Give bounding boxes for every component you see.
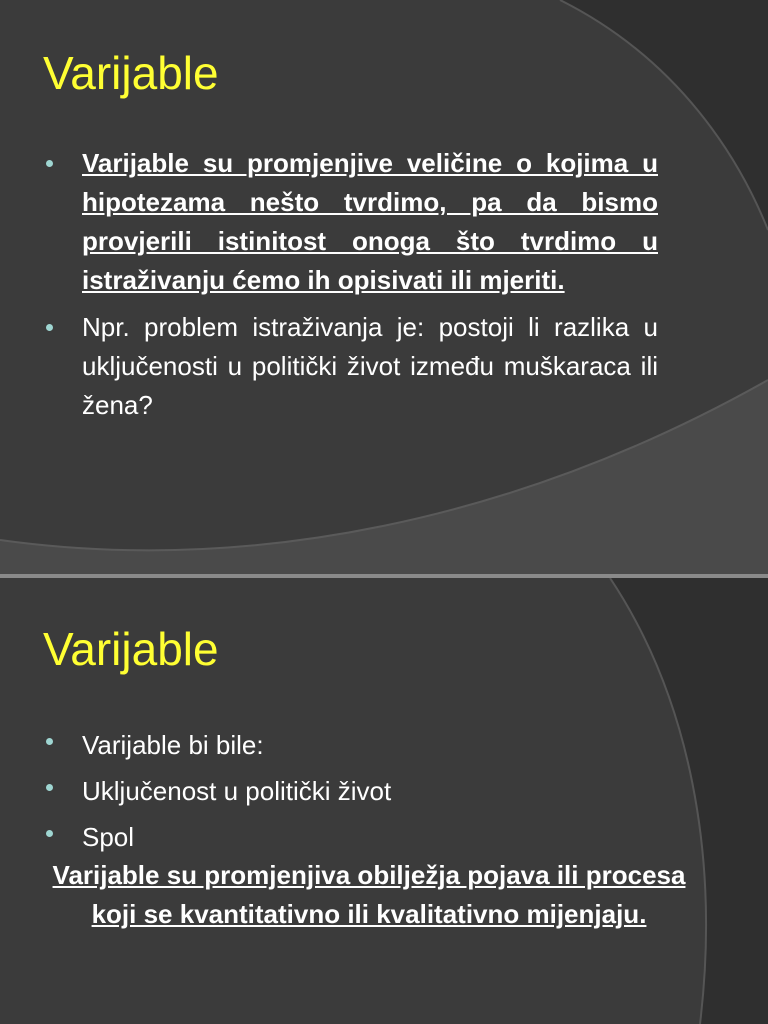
bullet-icon	[46, 160, 53, 167]
bullet-text: Spol	[82, 822, 135, 852]
definition-text: Varijable su promjenjiva obilježja pojava ili procesa koji se kvantitativno ili kvalitativno mijenjaju.	[52, 860, 686, 929]
bullet-text: Uključenost u politički život	[82, 776, 392, 806]
bullet-icon	[46, 830, 53, 837]
bullet-list	[44, 144, 658, 425]
list-item	[44, 308, 658, 425]
list-item	[44, 144, 658, 300]
bullet-text: Varijable su promjenjive veličine o kojima u hipotezama nešto tvrdimo, pa da bismo provjerili istinitost onoga što tvrdimo u istraživanju ćemo ih opisivati ili mjeriti.	[82, 148, 658, 295]
list-item	[44, 814, 658, 860]
bullet-icon	[46, 738, 53, 745]
slide-title: Varijable	[43, 623, 219, 675]
slide-title: Varijable	[43, 47, 219, 99]
bullet-list	[44, 722, 658, 860]
bullet-icon	[46, 784, 53, 791]
bullet-icon	[46, 324, 53, 331]
list-item	[44, 768, 658, 814]
bullet-text: Varijable bi bile:	[82, 730, 264, 760]
slide-2	[0, 578, 768, 1024]
bullet-text: Npr. problem istraživanja je: postoji li razlika u uključenosti u politički život između muškaraca ili žena?	[82, 312, 658, 420]
list-item	[44, 722, 658, 768]
